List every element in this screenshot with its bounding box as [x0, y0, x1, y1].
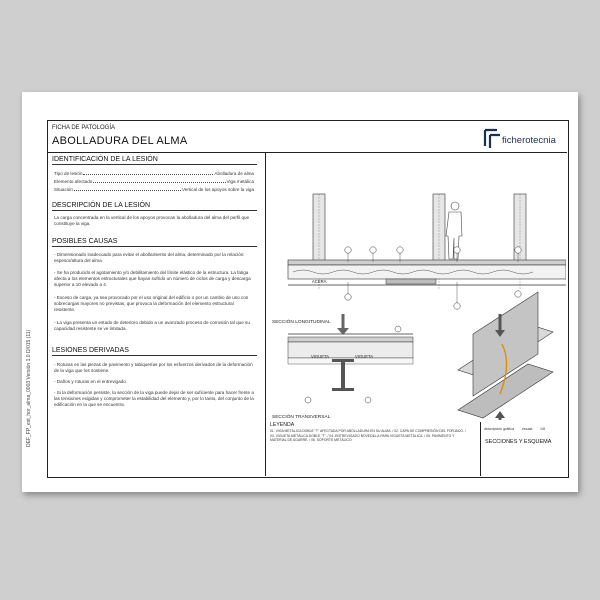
- transverse-section: [288, 314, 413, 403]
- doc-type: FICHA DE PATOLOGÍA: [52, 125, 116, 131]
- brand-logo: [482, 126, 564, 152]
- causa-item: - Se ha producido el agotamiento y/o debilitamiento del límite elástico de la estructura. La fatiga afecta a los elementos estructurales que hayan sufrido un número de ciclos de carga y descarga superior a 10 elevado a 4.: [54, 270, 251, 288]
- drawing-area: [268, 154, 566, 420]
- id-row-elemento: [54, 179, 254, 184]
- header-divider: [47, 152, 567, 153]
- logo-icon: [482, 126, 504, 150]
- longitudinal-section: [288, 194, 566, 309]
- causa-item: - Dimensionado inadecuado para evitar el abollamiento del alma, determinado por la relación: espesor/altura del alma: [54, 252, 245, 264]
- logo-text: ficherotecnia: [502, 135, 556, 146]
- trans-section-label: SECCIÓN TRANSVERSAL: [272, 415, 331, 420]
- title-block-name: SECCIONES Y ESQUEMA: [485, 439, 552, 445]
- section-derivadas-title: LESIONES DERIVADAS: [52, 347, 257, 356]
- id-row-key: Tipo de lesión: [54, 171, 83, 176]
- title-block-desc: descripción gráfica: [484, 427, 514, 431]
- id-row-value: Abolladura de alma: [214, 171, 254, 176]
- id-row-value: Viga metálica: [226, 179, 254, 184]
- causa-item: - La viga presenta un estado de deterioro debido a un avanzado proceso de corrosión tal que su capacidad resistente se ve limitada.: [54, 320, 250, 332]
- title-block-sheet: 1/8: [540, 427, 545, 431]
- vigueta-label-2: VIGUETA: [355, 354, 374, 359]
- id-row-situacion: [54, 187, 254, 192]
- legend-title: LEYENDA: [270, 422, 295, 428]
- id-row-tipo: [54, 171, 254, 176]
- section-descripcion-title: DESCRIPCIÓN DE LA LESIÓN: [52, 202, 257, 211]
- derivada-item: - Daños y roturas en el entrevigado.: [54, 379, 128, 384]
- sheet-code-vertical: DEF_FP_est_hor_alma_0003 Versión 1.0 D/015 (11): [26, 329, 32, 447]
- drawing-sheet: [22, 92, 578, 492]
- id-row-key: Situación: [54, 187, 73, 192]
- beam-schematic: [458, 292, 553, 420]
- section-causas-title: POSIBLES CAUSAS: [52, 238, 257, 247]
- title-block-scale: escala: [522, 427, 533, 431]
- section-identificacion-title: IDENTIFICACIÓN DE LA LESIÓN: [52, 156, 257, 165]
- legend-text: 01. VIGA METÁLICA DOBLE "T" AFECTADA POR ABOLLADURA EN SU ALMA. / 02. CAPA DE COMPRESIÓN DEL FORJADO. / 03. VIGUETA METÁLICA DOBLE "T". / 04. ENTREVIGADO BOVEDILLA PARA VIGUETA METÁLICA. / 05. PAVIMENTO Y MATERIAL DE AGARRE. / 06. SOPORTE METÁLICO.: [270, 429, 466, 443]
- derivada-item: - Si la deformación persiste, la sección de la viga puede dejar de ser suficiente para hacer frente a las tensiones exigidas y comprometer la estabilidad del elemento y, por lo tanto, del conjunto de la edificación en la que se encuentra.: [54, 390, 254, 408]
- descripcion-text: La carga concentrada en la vertical de los apoyos provocan la abolladura del alma del perfil que constituye la viga.: [54, 215, 250, 227]
- derivada-item: - Roturas en las piezas de pavimento y tabiquerías por los esfuerzos derivados de la deformación de la viga que los sostiene.: [54, 362, 253, 374]
- long-section-label: SECCIÓN LONGITUDINAL: [272, 320, 331, 325]
- vigueta-label-1: VIGUETA: [311, 354, 330, 359]
- column-divider: [265, 152, 266, 476]
- id-row-key: Elemento afectado: [54, 179, 93, 184]
- acera-label: ACERA: [312, 279, 327, 284]
- causa-item: - Exceso de carga, ya sea provocado por el uso original del edificio o por un cambio de uso con sobrecargas mayores no previstas, que provoca la deformación del elemento estructural resistente.: [54, 295, 249, 313]
- id-row-value: Vertical de los apoyos sobre la viga: [181, 187, 254, 192]
- page-title: ABOLLADURA DEL ALMA: [52, 135, 188, 147]
